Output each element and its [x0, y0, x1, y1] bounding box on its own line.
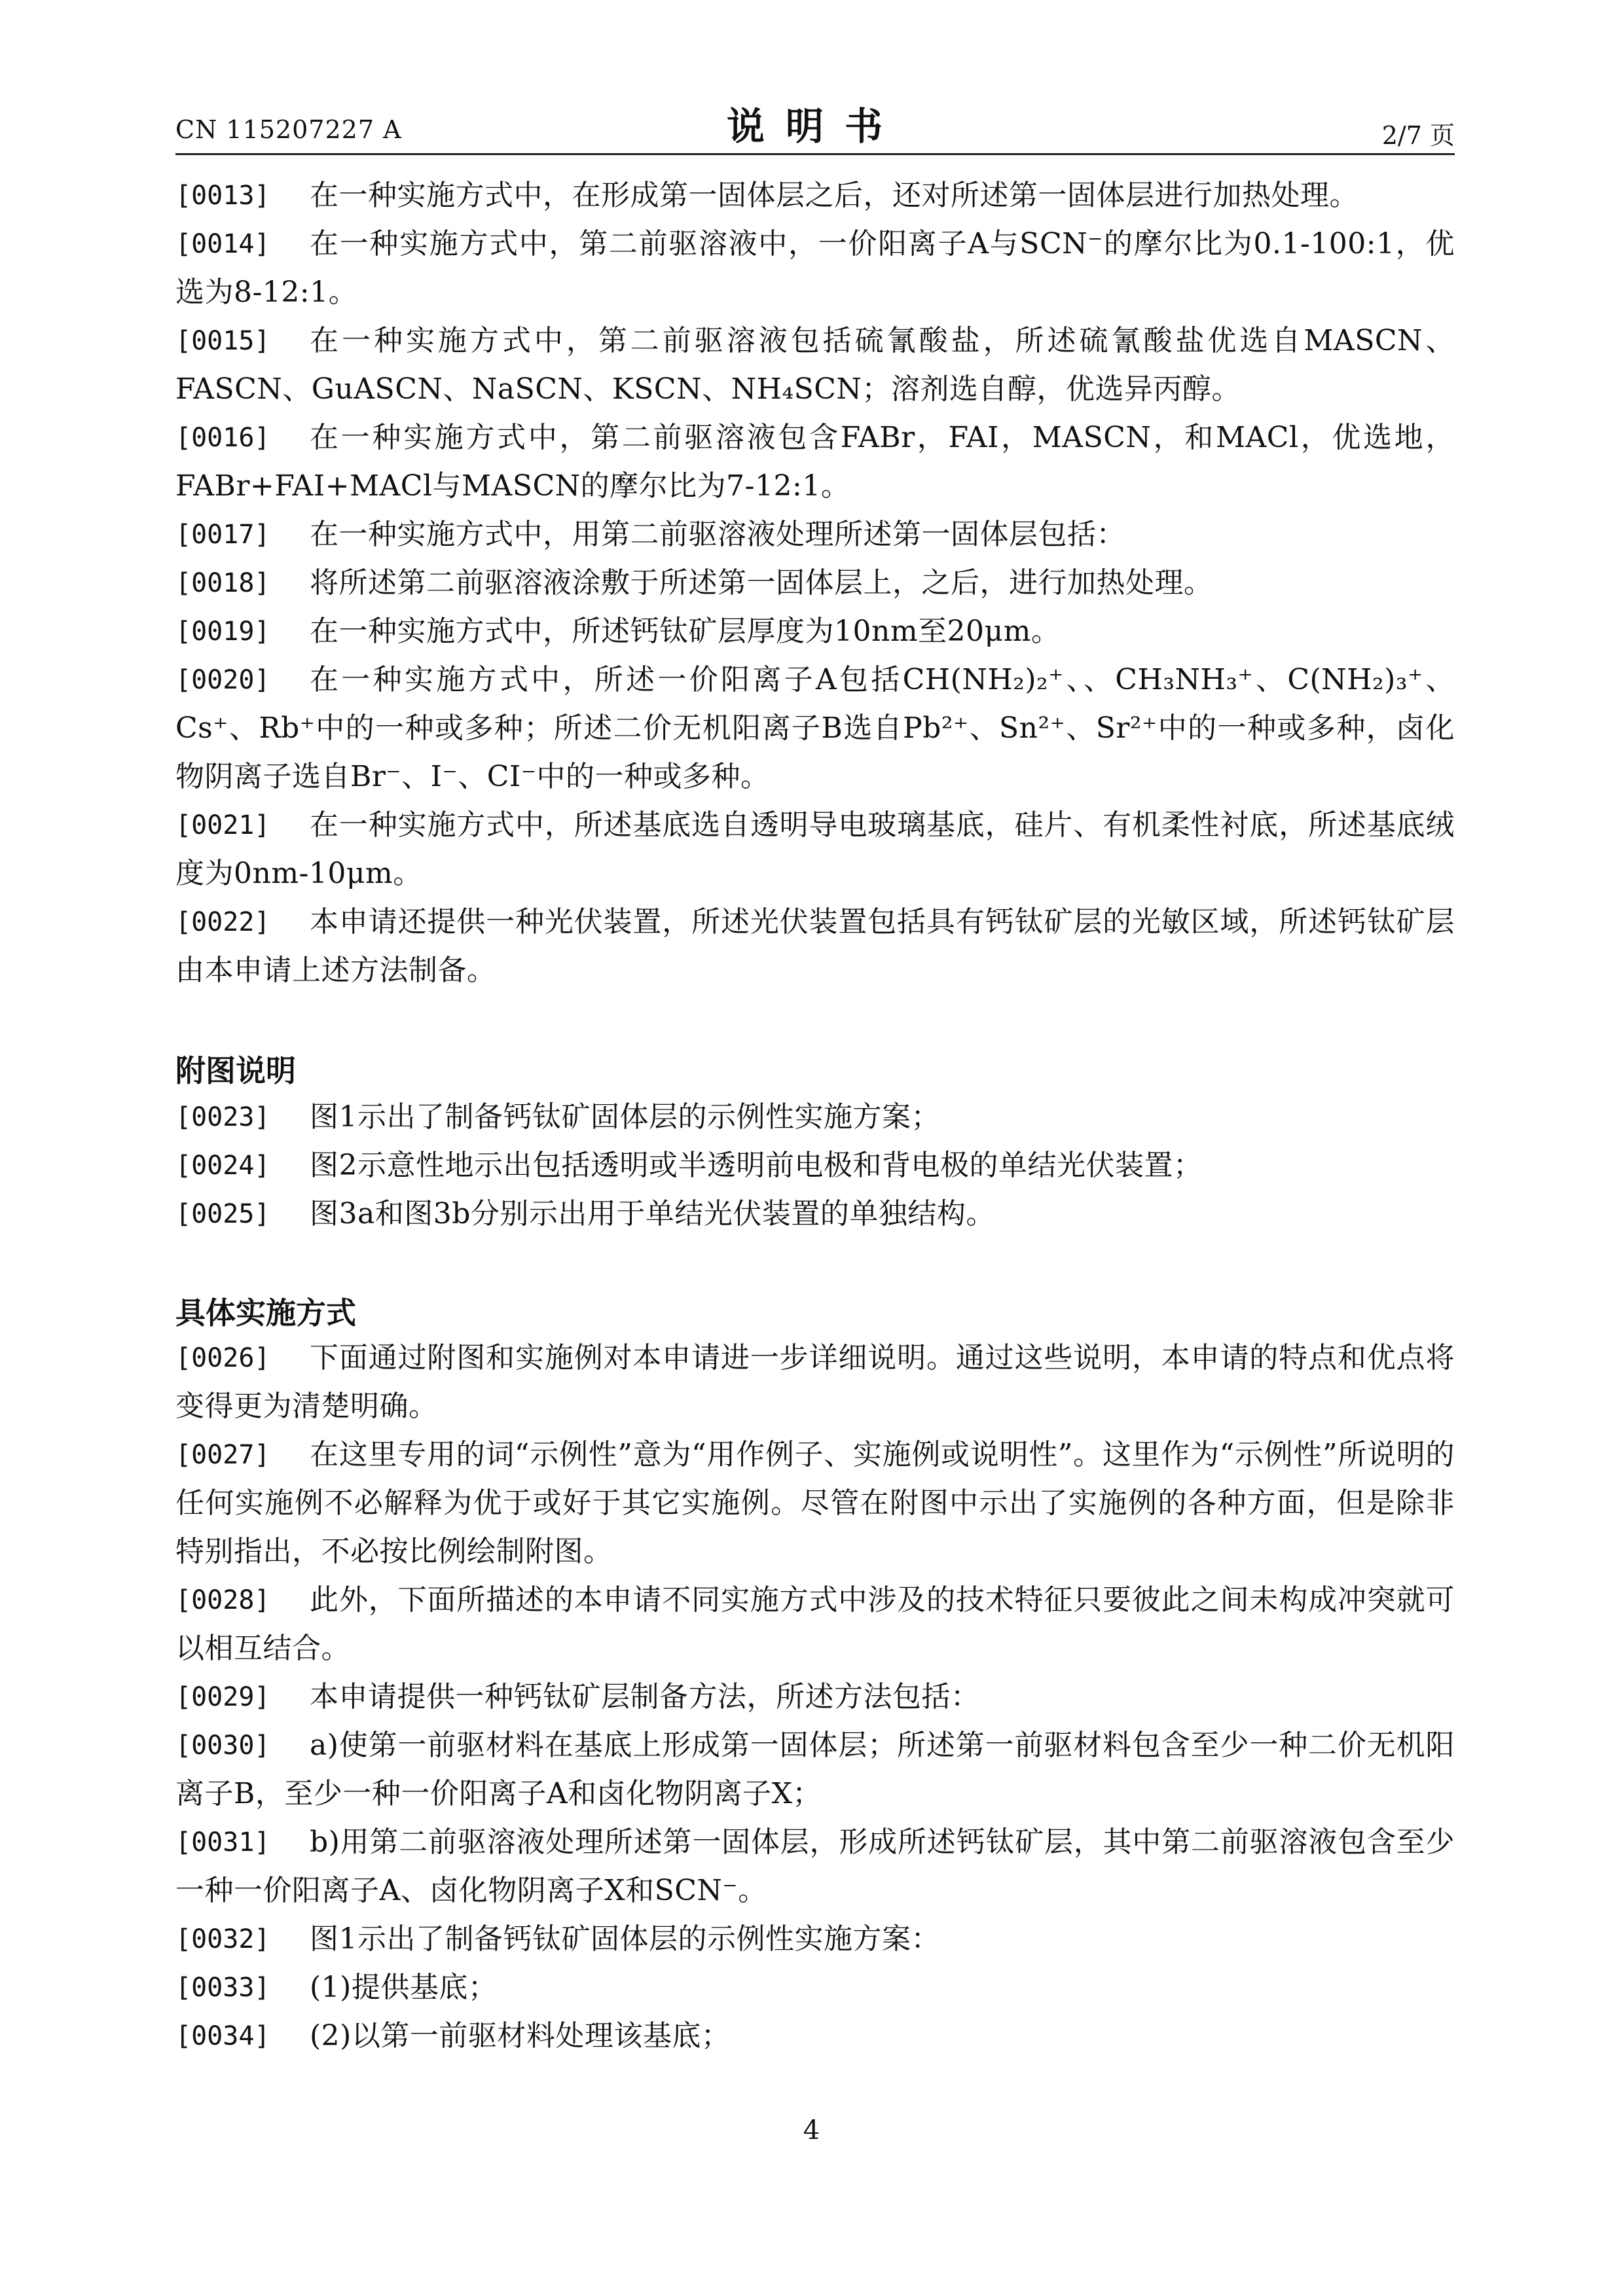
paragraph-text: 此外，下面所描述的本申请不同实施方式中涉及的技术特征只要彼此之间未构成冲突就可以相互结合。: [175, 1583, 1455, 1665]
paragraph-0013: [175, 171, 1455, 220]
paragraph-0026: [175, 1334, 1455, 1431]
paragraph-number: [0033]: [175, 1973, 270, 2003]
paragraph-number: [0032]: [175, 1924, 270, 1954]
section-heading-figures: 附图说明: [175, 1053, 296, 1088]
paragraph-text: 在一种实施方式中，第二前驱溶液中，一价阳离子A与SCN⁻的摩尔比为0.1-100:1，优选为8-12:1。: [175, 227, 1455, 309]
paragraph-number: [0018]: [175, 568, 270, 598]
paragraph-0028: [175, 1576, 1455, 1673]
paragraph-text: 在这里专用的词“示例性”意为“用作例子、实施例或说明性”。这里作为“示例性”所说明的任何实施例不必解释为优于或好于其它实施例。尽管在附图中示出了实施例的各种方面，但是除非特别指出，不必按比例绘制附图。: [175, 1438, 1455, 1568]
paragraph-0025: [175, 1190, 1455, 1238]
paragraph-number: [0014]: [175, 229, 270, 259]
paragraph-0033: [175, 1964, 1455, 2012]
paragraph-text: 在一种实施方式中，第二前驱溶液包括硫氰酸盐，所述硫氰酸盐优选自MASCN、FASCN、GuASCN、NaSCN、KSCN、NH₄SCN；溶剂选自醇，优选异丙醇。: [175, 324, 1455, 406]
paragraph-number: [0021]: [175, 810, 270, 840]
paragraph-text: 下面通过附图和实施例对本申请进一步详细说明。通过这些说明，本申请的特点和优点将变得更为清楚明确。: [175, 1341, 1455, 1423]
paragraph-0029: [175, 1673, 1455, 1721]
paragraph-text: 在一种实施方式中，在形成第一固体层之后，还对所述第一固体层进行加热处理。: [310, 179, 1359, 212]
paragraph-text: 在一种实施方式中，用第二前驱溶液处理所述第一固体层包括：: [310, 518, 1125, 551]
paragraph-number: [0027]: [175, 1440, 270, 1470]
paragraph-number: [0030]: [175, 1731, 270, 1761]
document-title: 说明书: [726, 104, 903, 149]
patent-number: CN 115207227 A: [175, 115, 402, 144]
header-rule: [175, 153, 1455, 155]
paragraph-text: 在一种实施方式中，所述一价阳离子A包括CH(NH₂)₂⁺、、CH₃NH₃⁺、C(NH₂)₃⁺、Cs⁺、Rb⁺中的一种或多种；所述二价无机阳离子B选自Pb²⁺、Sn²⁺、Sr²⁺中的一种或多种，卤化物阴离子选自Br⁻、I⁻、CI⁻中的一种或多种。: [175, 663, 1455, 793]
paragraph-0022: [175, 898, 1455, 995]
paragraph-number: [0029]: [175, 1682, 270, 1712]
paragraph-0020: [175, 656, 1455, 801]
paragraph-0019: [175, 607, 1455, 656]
paragraph-number: [0023]: [175, 1102, 270, 1132]
paragraph-0031: [175, 1818, 1455, 1915]
paragraph-text: b)用第二前驱溶液处理所述第一固体层，形成所述钙钛矿层，其中第二前驱溶液包含至少一种一价阳离子A、卤化物阴离子X和SCN⁻。: [175, 1825, 1455, 1907]
page-of-total: 2/7 页: [1381, 121, 1455, 150]
paragraph-number: [0013]: [175, 181, 270, 211]
page-number: 4: [803, 2115, 820, 2145]
paragraph-0034: [175, 2012, 1455, 2060]
paragraph-number: [0022]: [175, 907, 270, 937]
paragraph-text: (1)提供基底；: [310, 1971, 498, 2004]
paragraph-text: 本申请还提供一种光伏装置，所述光伏装置包括具有钙钛矿层的光敏区域，所述钙钛矿层由本申请上述方法制备。: [175, 905, 1455, 987]
paragraph-number: [0015]: [175, 326, 270, 356]
paragraph-0017: [175, 511, 1455, 559]
paragraph-text: 图1示出了制备钙钛矿固体层的示例性实施方案：: [310, 1922, 940, 1956]
paragraph-number: [0024]: [175, 1151, 270, 1181]
paragraph-0015: [175, 317, 1455, 414]
paragraph-0027: [175, 1431, 1455, 1576]
paragraph-number: [0016]: [175, 423, 270, 453]
paragraph-text: 图2示意性地示出包括透明或半透明前电极和背电极的单结光伏装置；: [310, 1149, 1203, 1182]
paragraph-0014: [175, 220, 1455, 317]
paragraph-text: 将所述第二前驱溶液涂敷于所述第一固体层上，之后，进行加热处理。: [310, 566, 1213, 600]
paragraph-text: 在一种实施方式中，第二前驱溶液包含FABr，FAI，MASCN，和MACl，优选地，FABr+FAI+MACl与MASCN的摩尔比为7-12:1。: [175, 421, 1455, 503]
section-heading-embodiments: 具体实施方式: [175, 1295, 356, 1331]
paragraph-text: (2)以第一前驱材料处理该基底；: [310, 2019, 731, 2053]
paragraph-number: [0031]: [175, 1827, 270, 1857]
paragraph-0018: [175, 559, 1455, 607]
page-header: [175, 96, 1455, 154]
paragraph-text: 图1示出了制备钙钛矿固体层的示例性实施方案；: [310, 1100, 940, 1134]
paragraph-number: [0028]: [175, 1585, 270, 1615]
paragraph-number: [0025]: [175, 1199, 270, 1229]
paragraph-text: 图3a和图3b分别示出用于单结光伏装置的单独结构。: [310, 1197, 995, 1230]
paragraph-number: [0017]: [175, 520, 270, 550]
paragraph-0016: [175, 414, 1455, 511]
paragraph-number: [0020]: [175, 665, 270, 695]
paragraph-0021: [175, 801, 1455, 898]
paragraph-0023: [175, 1093, 1455, 1141]
paragraph-text: a)使第一前驱材料在基底上形成第一固体层；所述第一前驱材料包含至少一种二价无机阳离子B，至少一种一价阳离子A和卤化物阴离子X；: [175, 1729, 1455, 1810]
paragraph-text: 本申请提供一种钙钛矿层制备方法，所述方法包括：: [310, 1680, 980, 1713]
paragraph-0024: [175, 1141, 1455, 1190]
paragraph-number: [0026]: [175, 1343, 270, 1373]
paragraph-text: 在一种实施方式中，所述基底选自透明导电玻璃基底，硅片、有机柔性衬底，所述基底绒度为0nm-10μm。: [175, 808, 1455, 890]
paragraph-0030: [175, 1721, 1455, 1818]
paragraph-text: 在一种实施方式中，所述钙钛矿层厚度为10nm至20μm。: [310, 615, 1061, 648]
paragraph-0032: [175, 1915, 1455, 1964]
paragraph-number: [0034]: [175, 2021, 270, 2051]
paragraph-number: [0019]: [175, 617, 270, 647]
